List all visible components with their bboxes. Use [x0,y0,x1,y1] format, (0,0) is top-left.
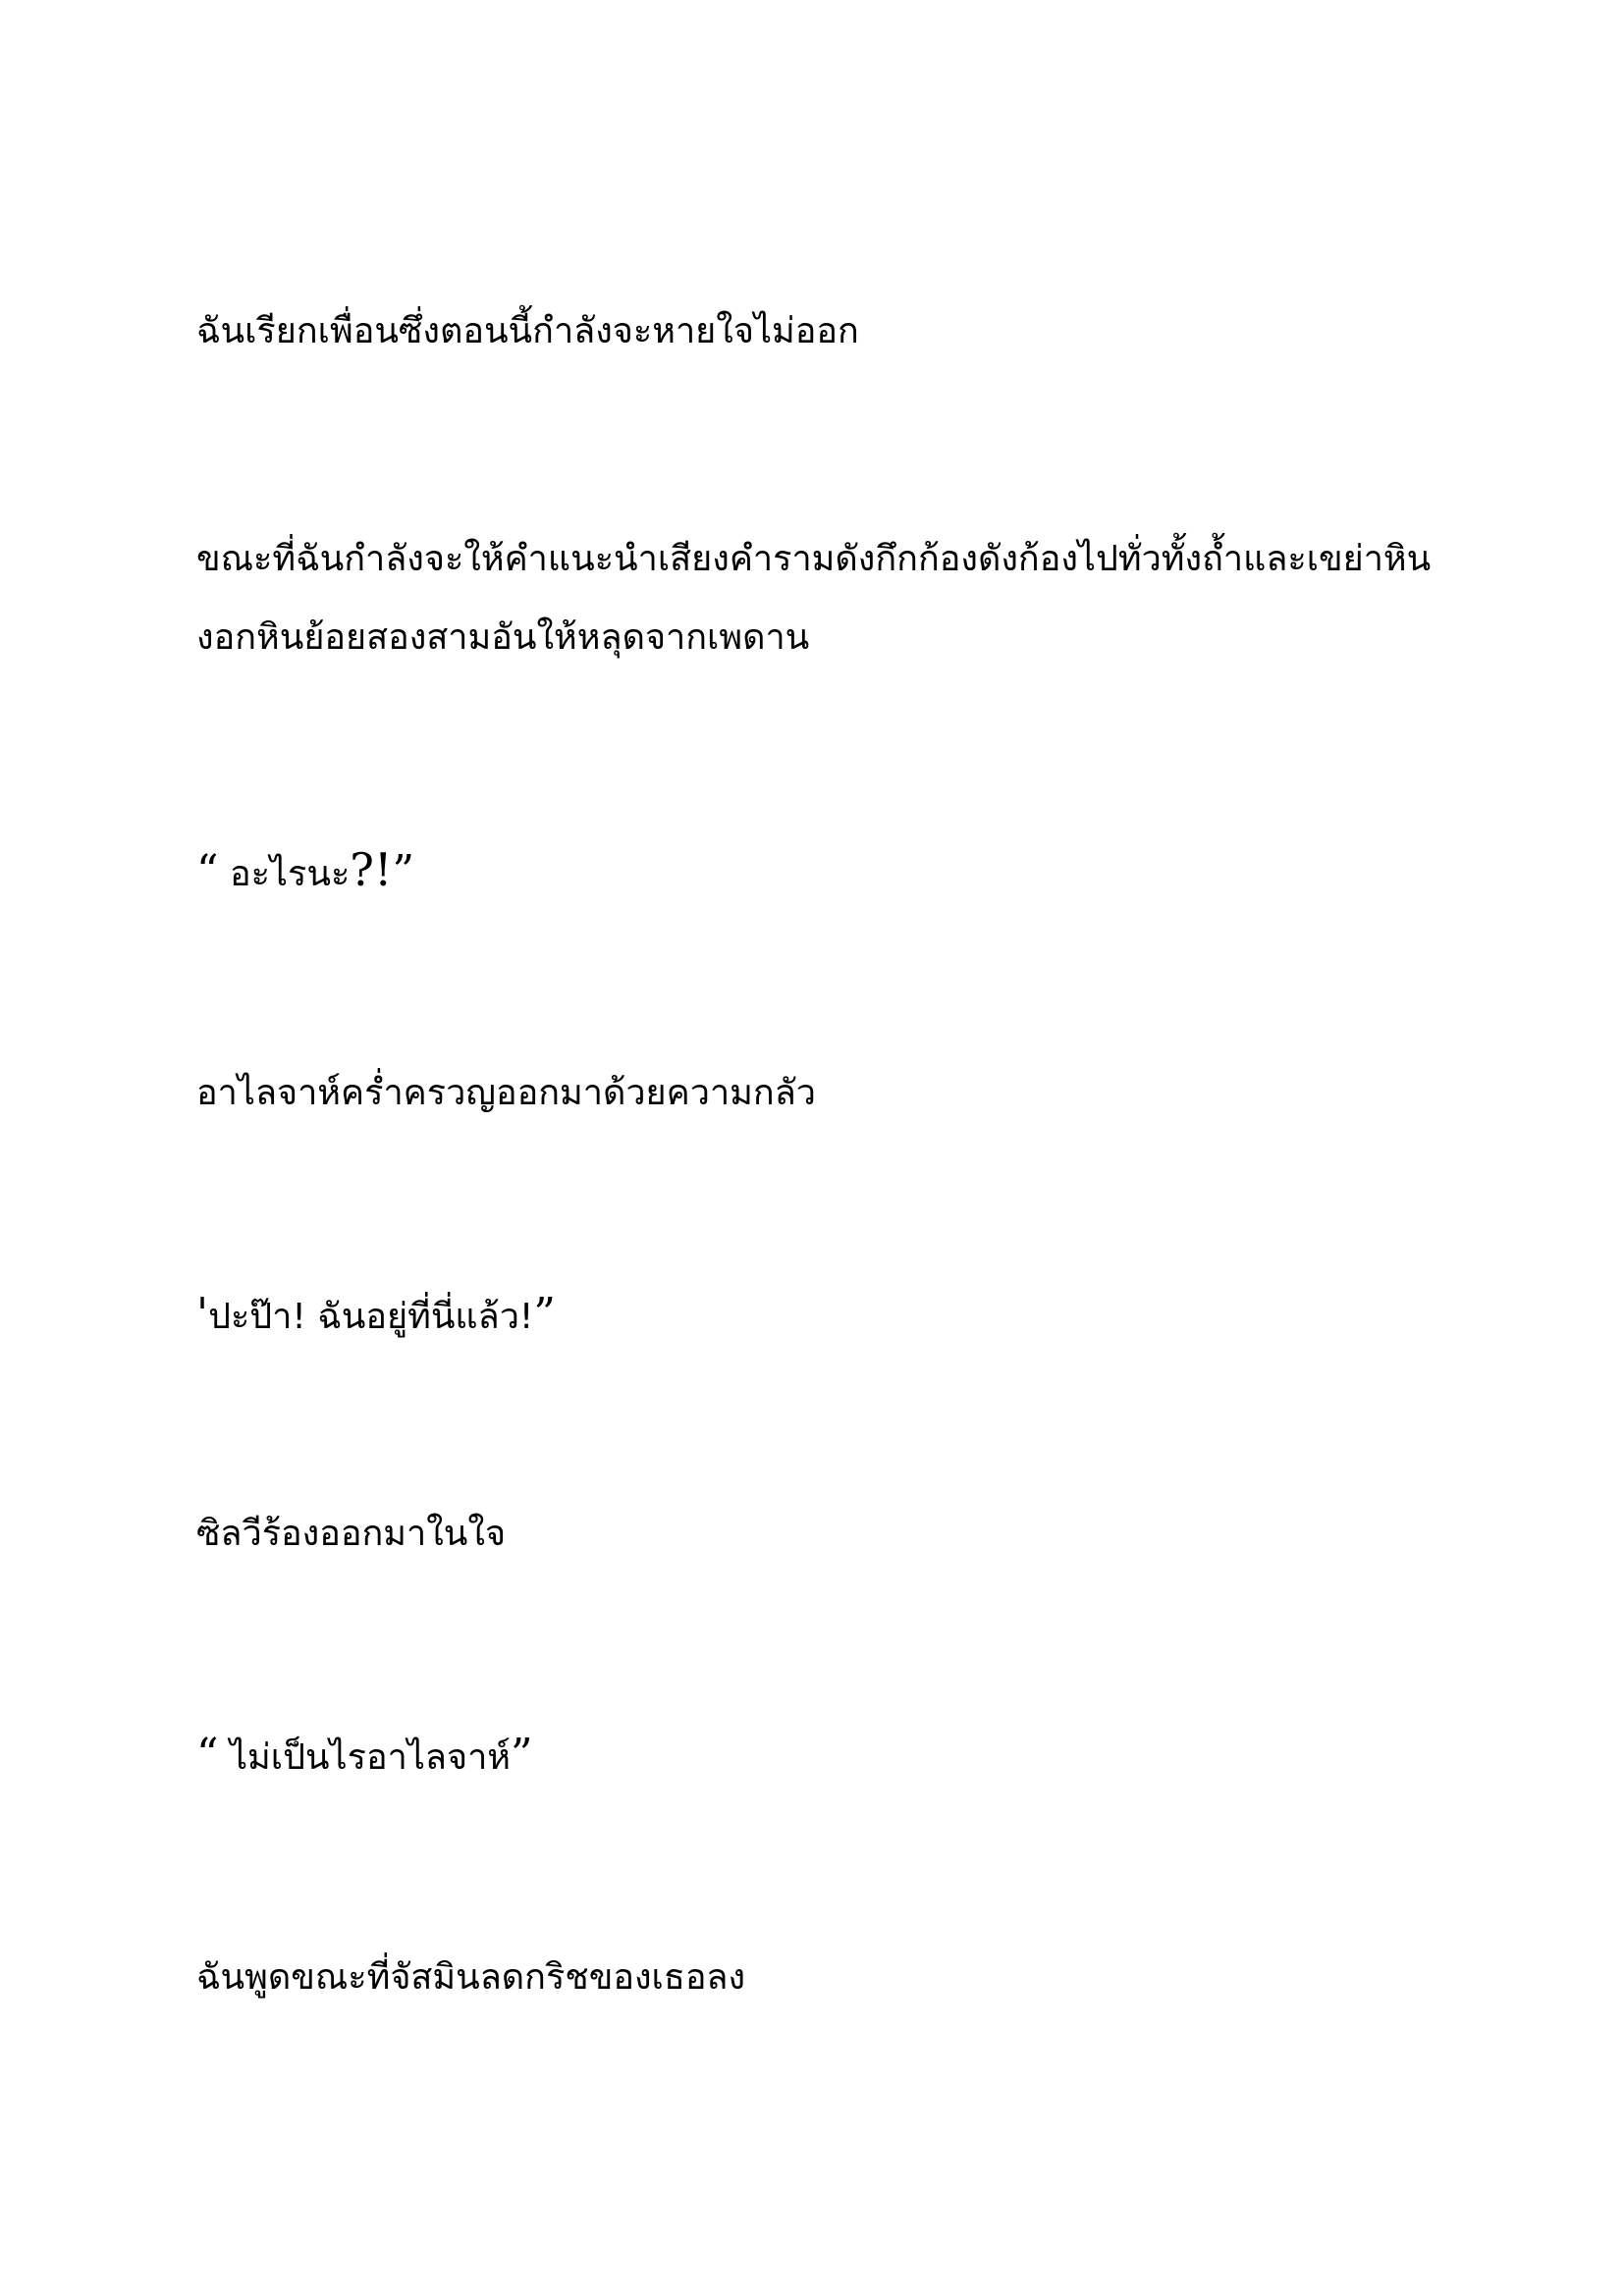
text-line: ซิลวีร้องออกมาในใจ [196,1514,507,1554]
text-line: อาไลจาห์คร่ำครวญออกมาด้วยความกลัว [196,1073,816,1113]
dialogue-text: ไม่เป็นไรอาไลจาห์ [218,1737,512,1778]
open-quote: “ [196,846,219,896]
close-quote: ” [533,1289,556,1339]
dialogue-line-what [196,830,1463,914]
text-line: ฉันพูดขณะที่จัสมินลดกริชของเธอลง [196,1957,746,1998]
dialogue-text: อะไรนะ [218,854,351,894]
dialogue-text: ปะป๊า! ฉันอยู่ที่นี่แล้ว! [208,1297,534,1337]
paragraph-narration-1 [196,293,1463,371]
close-quote: ” [392,846,414,896]
text-line: ขณะที่ฉันกำลังจะให้คำแนะนำเสียงคำรามดังกึกก้องดังก้องไปทั่วทั้งถ้ำและเขย่าหิน [196,539,1432,579]
text-line: งอกหินย้อยสองสามอันให้หลุดจากเพดาน [196,617,810,658]
open-quote: ' [196,1289,209,1339]
close-quote: ” [511,1730,533,1780]
open-quote: “ [196,1730,219,1780]
paragraph-narration-2 [196,520,1463,677]
paragraph-narration-3 [196,1054,1463,1133]
paragraph-narration-4 [196,1495,1463,1574]
text-line: ฉันเรียกเพื่อนซึ่งตอนนี้กำลังจะหายใจไม่ออก [196,311,859,351]
dialogue-emphasis: ?! [350,843,393,896]
dialogue-line-daddy [196,1275,1463,1357]
paragraph-narration-5 [196,1939,1463,2017]
dialogue-line-its-okay [196,1716,1463,1797]
